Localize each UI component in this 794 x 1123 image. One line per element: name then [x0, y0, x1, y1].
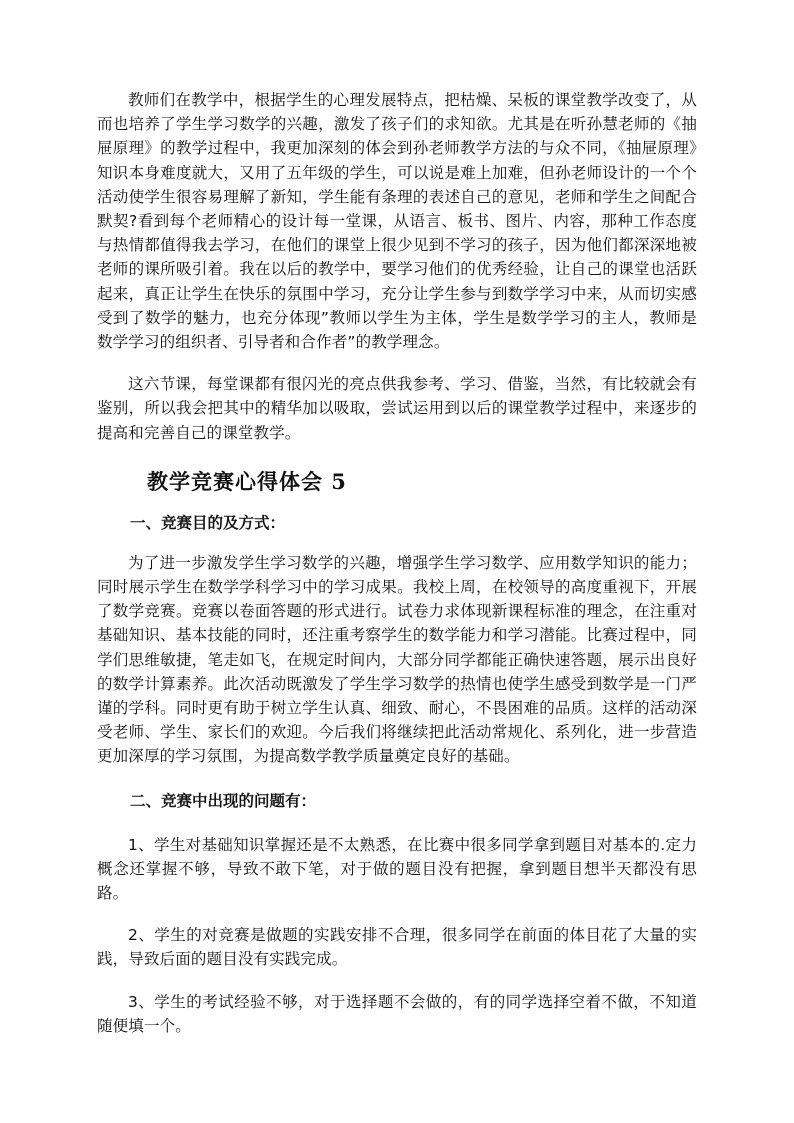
subheading-problems: 二、竞赛中出现的问题有：	[130, 791, 317, 810]
problem-item: 2、学生的对竞赛是做题的实践安排不合理，很多同学在前面的体目花了大量的实践，导致后面的题目没有实践完成。	[97, 926, 697, 969]
body-paragraph: 教师们在教学中，根据学生的心理发展特点，把枯燥、呆板的课堂教学改变了，从而也培养了学生学习数学的兴趣，激发了孩子们的求知欲。尤其是在听孙慧老师的《抽屉原理》的教学过程中，我更加深刻的体会到孙老师教学方法的与众不同，《抽屉原理》知识本身难度就大，又用了五年级的学生，可以说是难上加难，但孙老师设计的一个个活动使学生很容易理解了新知，学生能有条理的表述自己的意见，老师和学生之间配合默契?看到每个老师精心的设计每一堂课，从语言、板书、图片、内容，那种工作态度与热情都值得我去学习，在他们的课堂上很少见到不学习的孩子，因为他们都深深地被老师的课所吸引着。我在以后的教学中，要学习他们的优秀经验，让自己的课堂也活跃起来，真正让学生在快乐的氛围中学习，充分让学生参与到数学学习中来，从而切实感受到了数学的魅力，也充分体现”教师以学生为主体，学生是数学学习的主人，教师是数学学习的组织者、引导者和合作者”的教学理念。	[97, 91, 697, 352]
document-page	[97, 88, 697, 1038]
problem-item: 1、学生对基础知识掌握还是不太熟悉，在比赛中很多同学拿到题目对基本的.定力概念还掌握不够，导致不敢下笔，对于做的题目没有把握，拿到题目想半天都没有思路。	[97, 835, 697, 903]
body-paragraph: 这六节课，每堂课都有很闪光的亮点供我参考、学习、借鉴，当然，有比较就会有鉴别，所以我会把其中的精华加以吸取，尝试运用到以后的课堂教学过程中，来逐步的提高和完善自己的课堂教学。	[97, 375, 697, 442]
subheading-purpose: 一、竞赛目的及方式：	[130, 513, 286, 532]
section-title: 教学竞赛心得体会 5	[147, 468, 347, 494]
problem-item: 3、学生的考试经验不够，对于选择题不会做的，有的同学选择空着不做，不知道随便填一个。	[97, 992, 697, 1035]
body-paragraph: 为了进一步激发学生学习数学的兴趣，增强学生学习数学、应用数学知识的能力；同时展示学生在数学学科学习中的学习成果。我校上周，在校领导的高度重视下，开展了数学竞赛。竞赛以卷面答题的形式进行。试卷力求体现新课程标准的理念，在注重对基础知识、基本技能的同时，还注重考察学生的数学能力和学习潜能。比赛过程中，同学们思维敏捷，笔走如飞，在规定时间内，大部分同学都能正确快速答题，展示出良好的数学计算素养。此次活动既激发了学生学习数学的热情也使学生感受到数学是一门严谨的学科。同时更有助于树立学生认真、细致、耐心，不畏困难的品质。这样的活动深受老师、学生、家长们的欢迎。今后我们将继续把此活动常规化、系列化，进一步营造更加深厚的学习氛围，为提高数学教学质量奠定良好的基础。	[97, 553, 697, 766]
